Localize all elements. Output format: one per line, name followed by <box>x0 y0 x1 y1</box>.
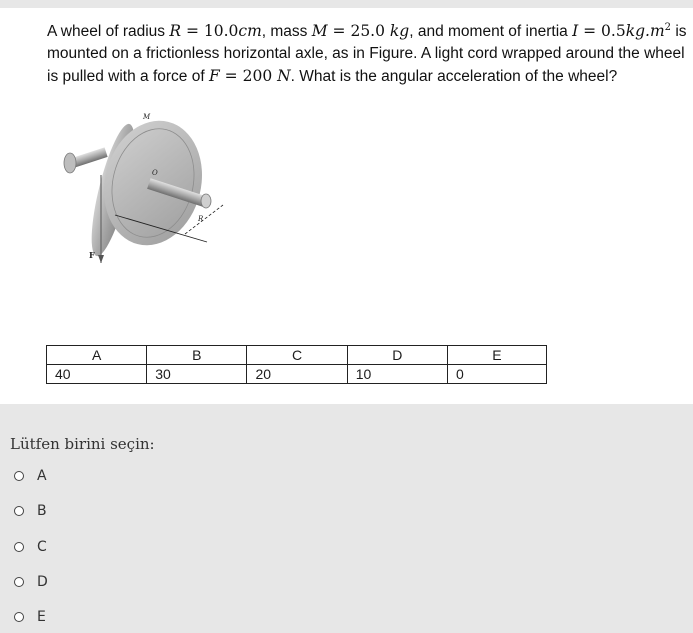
header-cell-d: D <box>347 346 447 365</box>
value-cell-a: 40 <box>47 365 147 384</box>
wheel-figure <box>55 105 245 275</box>
question-text: A wheel of radius R = 10.0cm, mass M = 25.0 kg, and moment of inertia $I = 0.5kg.m^2$ is mounted on a frictionless horizontal axle, as in Figure. A light cord wrapped around the wheel is pulled with a force of F = 200 N. What is the angular acceleration of the wheel? <box>47 22 687 86</box>
label-m: M <box>143 113 151 121</box>
option-e-label[interactable]: E <box>37 609 46 625</box>
option-b[interactable] <box>14 500 47 522</box>
answer-table-header-row <box>47 346 547 365</box>
value-cell-b: 30 <box>147 365 247 384</box>
force-arrow <box>98 255 104 263</box>
option-b-label[interactable]: B <box>37 503 47 519</box>
value-cell-e: 0 <box>447 365 546 384</box>
option-d-label[interactable]: D <box>37 574 48 590</box>
header-cell-b: B <box>147 346 247 365</box>
axle-end-left <box>64 153 76 173</box>
label-r: R <box>198 215 204 223</box>
radio-d[interactable] <box>14 577 24 587</box>
value-cell-d: 10 <box>347 365 447 384</box>
header-cell-c: C <box>247 346 347 365</box>
answer-table <box>46 345 547 384</box>
radio-a[interactable] <box>14 471 24 481</box>
option-c[interactable] <box>14 536 47 558</box>
answer-table-value-row <box>47 365 547 384</box>
option-a[interactable] <box>14 465 47 487</box>
select-one-prompt: Lütfen birini seçin: <box>10 435 155 453</box>
header-cell-e: E <box>447 346 546 365</box>
option-d[interactable] <box>14 571 48 593</box>
radio-e[interactable] <box>14 612 24 622</box>
option-e[interactable] <box>14 606 46 628</box>
label-f: F <box>89 250 95 260</box>
option-c-label[interactable]: C <box>37 539 47 555</box>
radio-c[interactable] <box>14 542 24 552</box>
question-card <box>0 8 693 404</box>
header-cell-a: A <box>47 346 147 365</box>
radio-b[interactable] <box>14 506 24 516</box>
label-o: O <box>152 169 158 177</box>
option-a-label[interactable]: A <box>37 468 47 484</box>
value-cell-c: 20 <box>247 365 347 384</box>
